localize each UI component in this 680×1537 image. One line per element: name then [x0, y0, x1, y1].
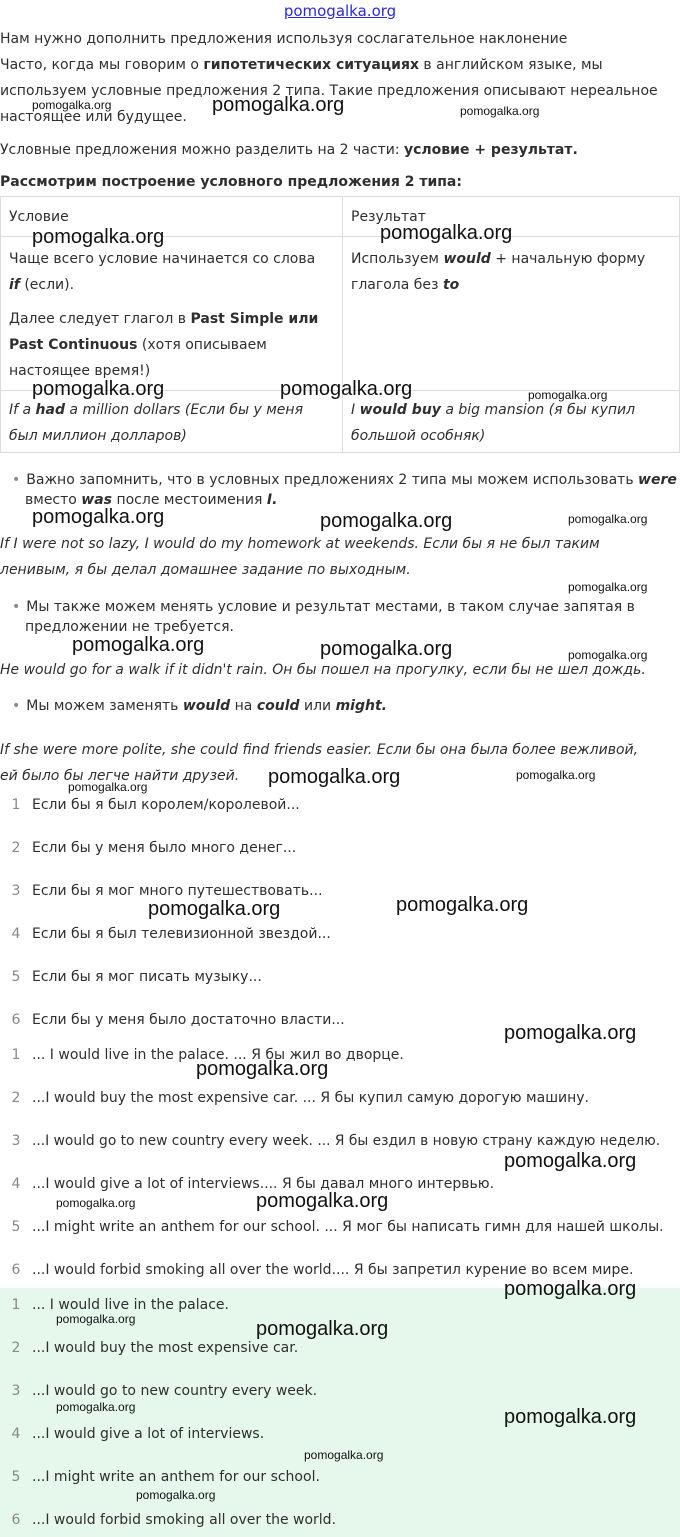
item-text: ...I might write an anthem for our school. [32, 1469, 320, 1485]
watermark: pomogalka.org [32, 226, 165, 248]
item-number: 5 [11, 1219, 21, 1235]
watermark: pomogalka.org [56, 1312, 136, 1326]
cell-condition [1, 237, 343, 391]
note-text: или [299, 698, 336, 714]
intro-line-4: настоящее или будущее. [0, 109, 187, 125]
item-number: 5 [11, 969, 21, 985]
note-bold: could [256, 698, 300, 714]
note-text: после местоимения [112, 492, 267, 508]
watermark: pomogalka.org [396, 894, 529, 916]
cond-if: if [9, 277, 20, 293]
note3-example-2: ей было бы легче найти друзей. [0, 768, 240, 784]
item-number: 2 [11, 1090, 21, 1106]
item-number: 3 [11, 883, 21, 899]
note-text: Мы также можем менять условие и результат местами, в таком случае запятая в [26, 599, 635, 615]
item-text: Если бы у меня было много денег... [32, 840, 297, 856]
item-number: 2 [11, 840, 21, 856]
watermark: pomogalka.org [304, 1448, 384, 1462]
intro-bold: гипотетических ситуациях [203, 57, 419, 73]
intro-text: в английском языке, мы [418, 57, 603, 73]
intro-line-3: используем условные предложения 2 типа. Такие предложения описывают нереальное [0, 83, 658, 99]
item-number: 6 [11, 1012, 21, 1028]
note-text: Важно запомнить, что в условных предложениях 2 типа мы можем использовать [26, 472, 639, 488]
res-text: глагола без [351, 277, 443, 293]
watermark: pomogalka.org [32, 506, 165, 528]
item-number: 6 [11, 1262, 21, 1278]
watermark: pomogalka.org [280, 378, 413, 400]
item-number: 4 [11, 926, 21, 942]
parts-bold: условие + результат. [403, 142, 578, 158]
list-item [0, 922, 676, 946]
note3-line [12, 694, 387, 718]
item-number: 2 [11, 1340, 21, 1356]
watermark: pomogalka.org [380, 222, 513, 244]
note-bold: would [182, 698, 231, 714]
item-text: ... I would live in the palace. ... Я бы жил во дворце. [32, 1047, 404, 1063]
watermark: pomogalka.org [268, 766, 401, 788]
cond-text: (если). [19, 277, 75, 293]
watermark: pomogalka.org [568, 580, 648, 594]
item-text: ...I would go to new country every week. ... Я бы ездил в новую страну каждую неделю. [32, 1133, 661, 1149]
ex1-line-2: был миллион долларов) [9, 428, 187, 444]
list-item [0, 1086, 676, 1110]
watermark: pomogalka.org [320, 638, 453, 660]
bullet-icon: • [12, 698, 21, 714]
watermark: pomogalka.org [504, 1022, 637, 1044]
watermark: pomogalka.org [568, 648, 648, 662]
list-item [0, 965, 676, 989]
watermark: pomogalka.org [212, 94, 345, 116]
watermark: pomogalka.org [196, 1058, 329, 1080]
watermark: pomogalka.org [504, 1150, 637, 1172]
bullet-icon: • [12, 599, 21, 615]
list-item [0, 1465, 676, 1489]
bullet-icon: • [12, 472, 21, 488]
cond-line-2 [9, 272, 334, 298]
ex-text: a big mansion (я бы купил [440, 402, 636, 418]
list-item [0, 836, 676, 860]
note2-line-2: предложении не требуется. [25, 619, 235, 635]
watermark: pomogalka.org [136, 1488, 216, 1502]
watermark: pomogalka.org [72, 634, 205, 656]
item-number: 6 [11, 1512, 21, 1528]
item-text: Если бы я был телевизионной звездой... [32, 926, 331, 942]
list-item [0, 1043, 676, 1067]
parts-text: Условные предложения можно разделить на 2 части: [0, 142, 404, 158]
watermark: pomogalka.org [32, 378, 165, 400]
header-result: Результат [343, 197, 680, 237]
ex-text: a million dollars (Если бы у меня [64, 402, 303, 418]
watermark: pomogalka.org [320, 510, 453, 532]
res-to: to [442, 277, 460, 293]
note3-example-1: If she were more polite, she could find friends easier. Если бы она была более вежливой, [0, 742, 639, 758]
item-number: 5 [11, 1469, 21, 1485]
ex-text: I [351, 402, 360, 418]
res-would: would [443, 251, 491, 267]
item-number: 1 [11, 797, 21, 813]
item-text: Если бы у меня было достаточно власти... [32, 1012, 345, 1028]
construct-heading: Рассмотрим построение условного предложения 2 типа: [0, 174, 462, 190]
note1-example-1: If I were not so lazy, I would do my homework at weekends. Если бы я не был таким [0, 536, 600, 552]
item-text: ...I would forbid smoking all over the world. [32, 1512, 337, 1528]
note2-example: He would go for a walk if it didn't rain. Он бы пошел на прогулку, если бы не шел дождь. [0, 662, 646, 678]
watermark: pomogalka.org [516, 768, 596, 782]
list-item [0, 793, 676, 817]
cond-line-5: настоящее время!) [9, 363, 151, 379]
item-text: Если бы я был королем/королевой... [32, 797, 300, 813]
list-item [0, 879, 676, 903]
site-link[interactable]: pomogalka.org [283, 2, 397, 20]
watermark: pomogalka.org [56, 1400, 136, 1414]
cond-line-1: Чаще всего условие начинается со слова [9, 251, 316, 267]
note1-example-2: ленивым, я бы делал домашнее задание по выходным. [0, 562, 411, 578]
note-bold: were [638, 472, 677, 488]
item-number: 4 [11, 1426, 21, 1442]
watermark: pomogalka.org [460, 104, 540, 118]
watermark: pomogalka.org [32, 98, 112, 112]
ex2-line-2: большой особняк) [351, 428, 486, 444]
intro-line-2 [0, 52, 678, 78]
cond-line-4 [9, 332, 334, 358]
item-text: Если бы я мог много путешествовать... [32, 883, 323, 899]
watermark: pomogalka.org [148, 898, 281, 920]
watermark: pomogalka.org [504, 1278, 637, 1300]
intro-line-1: Нам нужно дополнить предложения используя сослагательное наклонение [0, 31, 568, 47]
intro-text: Часто, когда мы говорим о [0, 57, 204, 73]
ex-text: If a [9, 402, 36, 418]
note-text: Мы можем заменять [26, 698, 183, 714]
res-text: Используем [351, 251, 444, 267]
cond-text: Далее следует глагол в [9, 311, 191, 327]
watermark: pomogalka.org [56, 1196, 136, 1210]
item-number: 4 [11, 1176, 21, 1192]
item-text: Если бы я мог писать музыку... [32, 969, 262, 985]
note-text: вместо [25, 492, 82, 508]
watermark: pomogalka.org [568, 512, 648, 526]
item-text: ...I might write an anthem for our school. ... Я мог бы написать гимн для нашей школы. [32, 1219, 664, 1235]
item-text: ...I would give a lot of interviews. [32, 1426, 265, 1442]
note-bold: was [81, 492, 113, 508]
cond-text: (хотя описываем [137, 337, 267, 353]
item-text: ... I would live in the palace. [32, 1297, 229, 1313]
res-text: + начальную форму [490, 251, 646, 267]
note-text: на [230, 698, 257, 714]
list-item [0, 1215, 676, 1239]
note-bold: I. [266, 492, 278, 508]
parts-line [0, 137, 678, 163]
watermark: pomogalka.org [504, 1406, 637, 1428]
site-header [0, 0, 680, 22]
note-bold: might. [335, 698, 387, 714]
res-line-2 [351, 272, 671, 298]
item-text: ...I would forbid smoking all over the world.... Я бы запретил курение во всем мире. [32, 1262, 634, 1278]
ex-bold: had [35, 402, 65, 418]
header-condition: Условие [1, 197, 343, 237]
watermark: pomogalka.org [256, 1318, 389, 1340]
item-number: 3 [11, 1133, 21, 1149]
watermark: pomogalka.org [528, 388, 608, 402]
item-number: 1 [11, 1047, 21, 1063]
res-line-1 [351, 246, 671, 272]
watermark: pomogalka.org [68, 780, 148, 794]
item-text: ...I would give a lot of interviews.... Я бы давал много интервью. [32, 1176, 495, 1192]
ex-bold: would buy [359, 402, 441, 418]
cond-bold: Past Simple или [190, 311, 319, 327]
list-item [0, 1508, 676, 1532]
item-text: ...I would buy the most expensive car. ... Я бы купил самую дорогую машину. [32, 1090, 589, 1106]
item-text: ...I would buy the most expensive car. [32, 1340, 299, 1356]
item-text: ...I would go to new country every week. [32, 1383, 318, 1399]
cell-result [343, 237, 680, 391]
cond-line-3 [9, 306, 334, 332]
item-number: 1 [11, 1297, 21, 1313]
cond-bold: Past Continuous [9, 337, 138, 353]
item-number: 3 [11, 1383, 21, 1399]
watermark: pomogalka.org [256, 1190, 389, 1212]
